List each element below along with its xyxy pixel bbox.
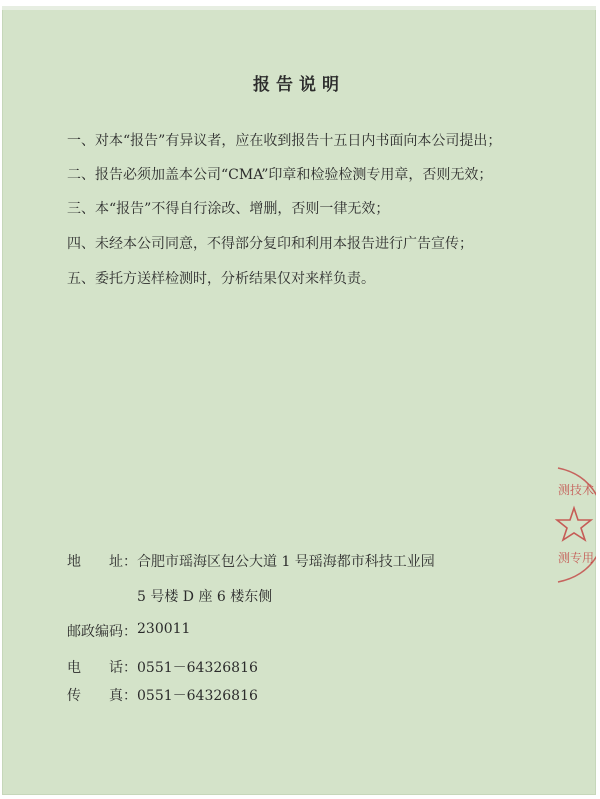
notice-item-3: 三、本“报告”不得自行涂改、增删，否则一律无效； [67, 201, 390, 217]
address-label: 地 址： [67, 554, 137, 570]
page-top-edge [2, 6, 596, 10]
fax-value: 0551－64326816 [137, 688, 258, 704]
postcode-label: 邮政编码： [67, 624, 137, 640]
report-title: 报告说明 [253, 75, 345, 95]
report-page [2, 6, 596, 795]
notice-item-4: 四、未经本公司同意，不得部分复印和利用本报告进行广告宣传； [67, 236, 473, 252]
phone-label: 电 话： [67, 660, 137, 676]
phone-value: 0551－64326816 [137, 660, 258, 676]
seal-stamp [554, 464, 596, 586]
notice-item-1: 一、对本“报告”有异议者，应在收到报告十五日内书面向本公司提出； [67, 133, 502, 149]
seal-text-top: 测技术 [558, 483, 595, 497]
address-line-1: 合肥市瑶海区包公大道 1 号瑶海都市科技工业园 [137, 554, 435, 570]
address-line-2: 5 号楼 D 座 6 楼东侧 [137, 589, 273, 605]
seal-text-bottom: 测专用 [558, 551, 595, 565]
notice-item-2: 二、报告必须加盖本公司“CMA”印章和检验检测专用章，否则无效； [67, 167, 493, 183]
postcode-value: 230011 [137, 621, 191, 637]
fax-label: 传 真： [67, 688, 137, 704]
seal-star [557, 508, 591, 540]
notice-item-5: 五、委托方送样检测时，分析结果仅对来样负责。 [67, 271, 375, 287]
